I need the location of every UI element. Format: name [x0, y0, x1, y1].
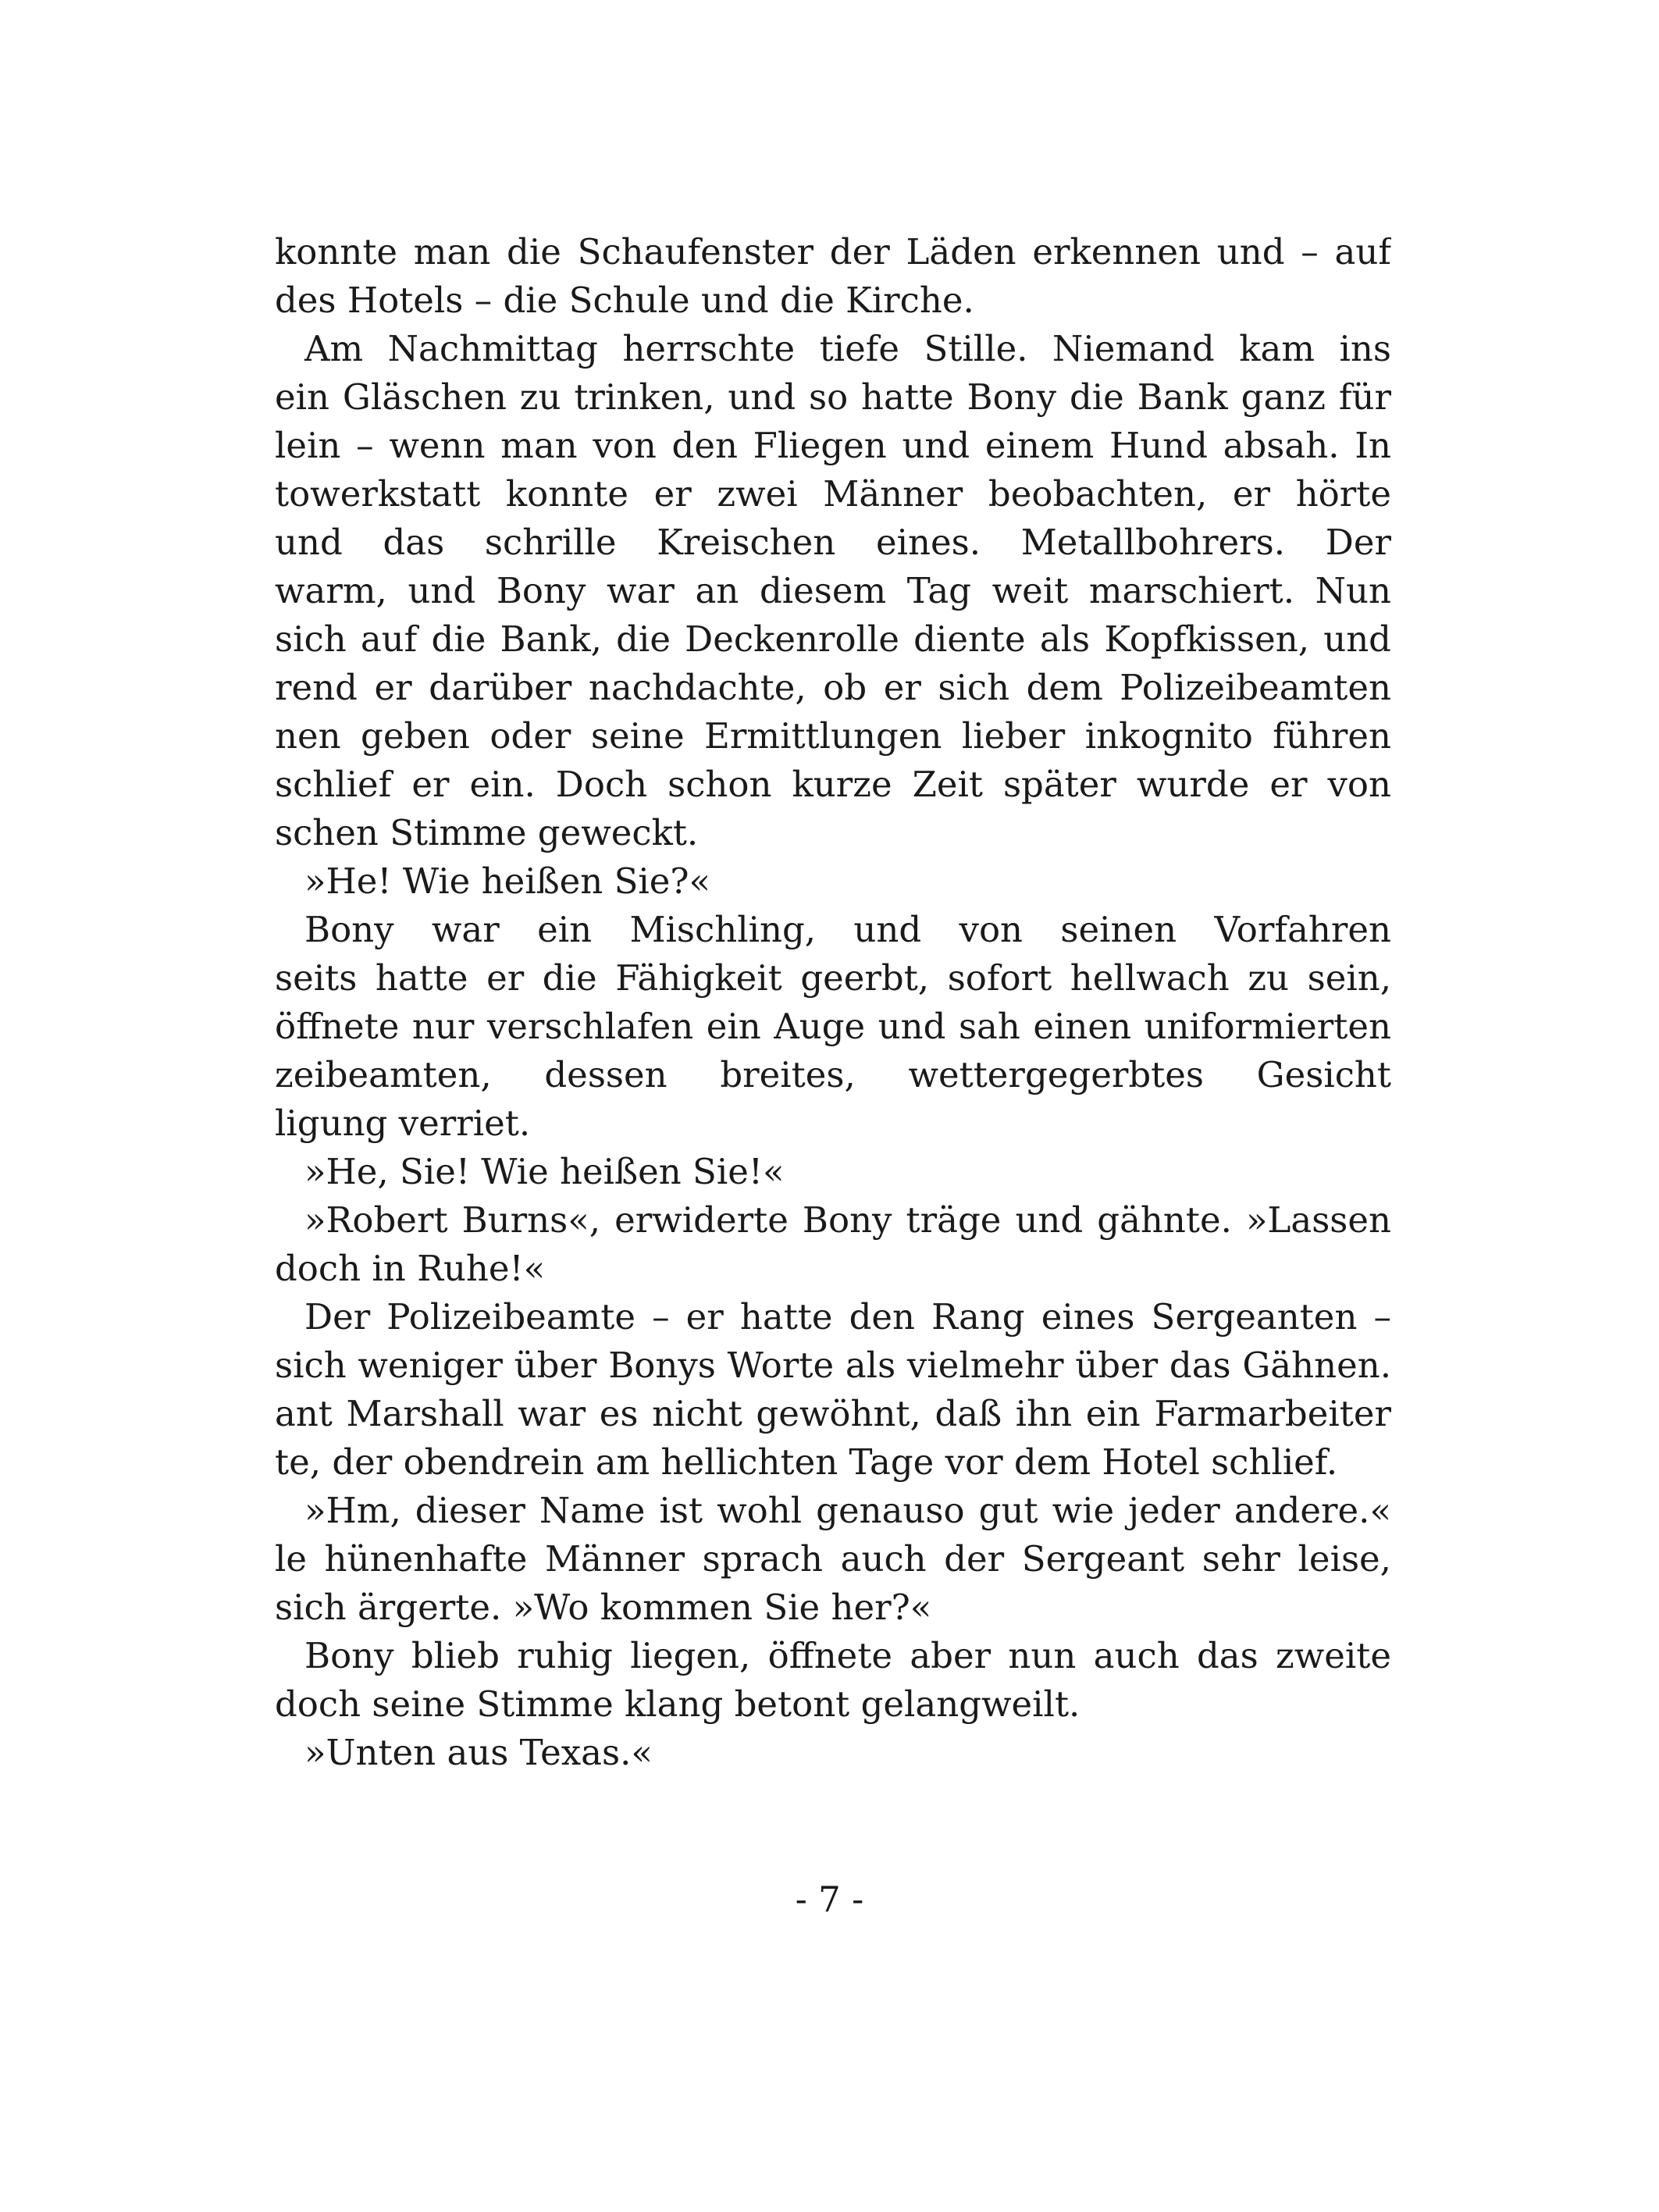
text-line: des Hotels – die Schule und die Kirche. — [275, 280, 974, 321]
text-line: Am Nachmittag herrschte tiefe Stille. Niemand kam ins — [304, 328, 1391, 369]
text-line: ant Marshall war es nicht gewöhnt, daß ihn ein Farmarbeiter — [275, 1393, 1391, 1434]
text-line: und das schrille Kreischen eines. Metallbohrers. Der — [275, 522, 1391, 563]
text-line: »Robert Burns«, erwiderte Bony träge und gähnte. »Lassen — [304, 1199, 1391, 1241]
text-line: sich ärgerte. »Wo kommen Sie her?« — [275, 1587, 932, 1628]
text-line: doch in Ruhe!« — [275, 1248, 546, 1289]
text-line: warm, und Bony war an diesem Tag weit marschiert. Nun — [275, 570, 1391, 611]
text-line: nen geben oder seine Ermittlungen lieber inkognito führen — [275, 715, 1391, 757]
text-line: zeibeamten, dessen breites, wettergegerbtes Gesicht — [275, 1054, 1391, 1095]
text-line: ligung verriet. — [275, 1102, 531, 1144]
text-line: seits hatte er die Fähigkeit geerbt, sofort hellwach zu sein, — [275, 957, 1391, 999]
text-line: Bony war ein Mischling, und von seinen Vorfahren — [304, 909, 1391, 950]
text-line: schen Stimme geweckt. — [275, 812, 699, 853]
body-text — [275, 228, 1391, 1777]
text-line: »He, Sie! Wie heißen Sie!« — [304, 1151, 785, 1192]
text-line: ein Gläschen zu trinken, und so hatte Bony die Bank ganz für — [275, 376, 1391, 418]
text-line: lein – wenn man von den Fliegen und einem Hund absah. In — [275, 425, 1391, 466]
text-line: Der Polizeibeamte – er hatte den Rang eines Sergeanten – — [304, 1296, 1391, 1338]
text-line: doch seine Stimme klang betont gelangweilt. — [275, 1683, 1080, 1725]
text-line: le hünenhafte Männer sprach auch der Sergeant sehr leise, — [275, 1538, 1391, 1580]
text-line: »Hm, dieser Name ist wohl genauso gut wie jeder andere.« — [304, 1490, 1391, 1531]
text-line: »Unten aus Texas.« — [304, 1732, 653, 1773]
text-line: »He! Wie heißen Sie?« — [304, 860, 711, 902]
text-line: rend er darüber nachdachte, ob er sich dem Polizeibeamten — [275, 667, 1391, 708]
text-line: te, der obendrein am hellichten Tage vor dem Hotel schlief. — [275, 1441, 1338, 1483]
text-line: Bony blieb ruhig liegen, öffnete aber nun auch das zweite — [304, 1635, 1391, 1676]
text-line: sich auf die Bank, die Deckenrolle diente als Kopfkissen, und — [275, 618, 1391, 660]
page-number: - 7 - — [795, 1879, 864, 1920]
text-line: sich weniger über Bonys Worte als vielmehr über das Gähnen. — [275, 1345, 1391, 1386]
text-line: towerkstatt konnte er zwei Männer beobachten, er hörte — [275, 473, 1391, 515]
text-line: konnte man die Schaufenster der Läden erkennen und – auf — [275, 231, 1391, 272]
text-line: öffnete nur verschlafen ein Auge und sah einen uniformierten — [275, 1006, 1391, 1047]
text-line: schlief er ein. Doch schon kurze Zeit später wurde er von — [275, 764, 1391, 805]
